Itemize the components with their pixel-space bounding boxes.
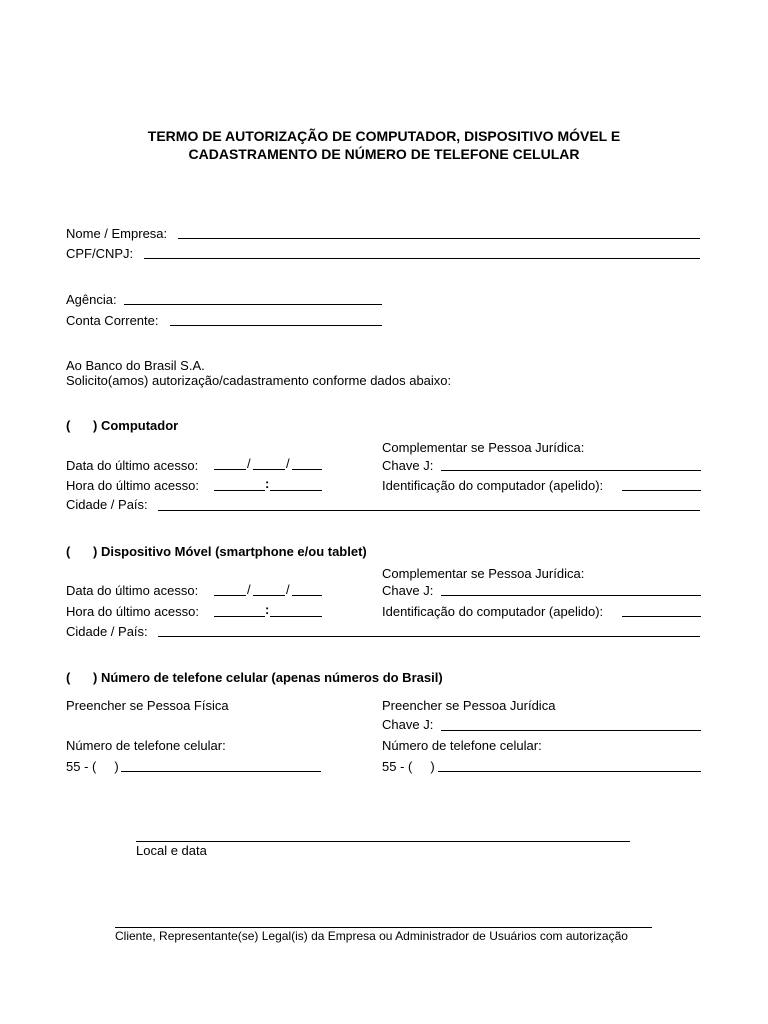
movel-checkbox[interactable]: (	[66, 544, 71, 559]
celular-checkbox[interactable]: (	[66, 670, 71, 685]
computador-checkbox[interactable]: (	[66, 418, 71, 433]
computador-chave-label: Chave J:	[382, 458, 434, 473]
movel-data-month-field[interactable]	[253, 595, 285, 596]
movel-heading: ) Dispositivo Móvel (smartphone e/ou tablet)	[93, 544, 367, 559]
movel-chave-field[interactable]	[441, 595, 701, 596]
movel-cidade-label: Cidade / País:	[66, 624, 148, 639]
cpf-cnpj-field[interactable]	[144, 258, 700, 259]
agencia-label: Agência:	[66, 292, 117, 307]
movel-hora-label: Hora do último acesso:	[66, 604, 199, 619]
name-label: Nome / Empresa:	[66, 226, 168, 241]
celular-pf-number-field[interactable]	[121, 771, 321, 772]
computador-data-year-field[interactable]	[292, 469, 322, 470]
computador-cidade-label: Cidade / País:	[66, 497, 148, 512]
request-statement: Solicito(amos) autorização/cadastramento conforme dados abaixo:	[66, 373, 452, 388]
movel-ident-label: Identificação do computador (apelido):	[382, 604, 604, 619]
cpf-cnpj-label: CPF/CNPJ:	[66, 246, 134, 261]
signature-line[interactable]	[115, 927, 652, 928]
local-data-field[interactable]	[136, 841, 630, 842]
signature-label: Cliente, Representante(se) Legal(is) da Empresa ou Administrador de Usuários com autorização	[115, 929, 628, 943]
conta-corrente-label: Conta Corrente:	[66, 313, 159, 328]
celular-pj-prefix: 55 - ( )	[382, 759, 435, 774]
movel-data-year-field[interactable]	[292, 595, 322, 596]
name-field[interactable]	[178, 238, 700, 239]
computador-hora-hour-field[interactable]	[214, 490, 265, 491]
computador-cidade-field[interactable]	[158, 510, 700, 511]
computador-hora-minute-field[interactable]	[270, 490, 322, 491]
celular-numero-pj-label: Número de telefone celular:	[382, 738, 542, 753]
movel-date-separator-2: /	[286, 582, 290, 597]
celular-pj-number-field[interactable]	[438, 771, 701, 772]
celular-pf-label: Preencher se Pessoa Física	[66, 698, 229, 713]
movel-complementar-label: Complementar se Pessoa Jurídica:	[382, 566, 585, 581]
computador-complementar-label: Complementar se Pessoa Jurídica:	[382, 440, 585, 455]
agencia-field[interactable]	[124, 304, 382, 305]
movel-date-separator-1: /	[247, 582, 251, 597]
movel-chave-label: Chave J:	[382, 583, 434, 598]
movel-ident-field[interactable]	[622, 616, 701, 617]
local-data-label: Local e data	[136, 843, 207, 858]
movel-cidade-field[interactable]	[158, 636, 700, 637]
computador-ident-label: Identificação do computador (apelido):	[382, 478, 604, 493]
movel-data-day-field[interactable]	[214, 595, 246, 596]
computador-date-separator-1: /	[247, 456, 251, 471]
celular-heading: ) Número de telefone celular (apenas números do Brasil)	[93, 670, 443, 685]
movel-data-label: Data do último acesso:	[66, 583, 199, 598]
document-title-line-1: TERMO DE AUTORIZAÇÃO DE COMPUTADOR, DISPOSITIVO MÓVEL E	[147, 128, 621, 144]
addressee: Ao Banco do Brasil S.A.	[66, 358, 205, 373]
computador-date-separator-2: /	[286, 456, 290, 471]
computador-data-month-field[interactable]	[253, 469, 285, 470]
conta-corrente-field[interactable]	[170, 325, 382, 326]
movel-time-separator: :	[265, 602, 270, 617]
celular-pf-prefix: 55 - ( )	[66, 759, 119, 774]
movel-hora-minute-field[interactable]	[270, 616, 322, 617]
computador-chave-field[interactable]	[441, 470, 701, 471]
computador-heading: ) Computador	[93, 418, 179, 433]
document-title-line-2: CADASTRAMENTO DE NÚMERO DE TELEFONE CELULAR	[188, 146, 580, 162]
computador-ident-field[interactable]	[622, 490, 701, 491]
movel-hora-hour-field[interactable]	[214, 616, 265, 617]
celular-pj-label: Preencher se Pessoa Jurídica	[382, 698, 556, 713]
celular-numero-pf-label: Número de telefone celular:	[66, 738, 226, 753]
computador-data-label: Data do último acesso:	[66, 458, 199, 473]
celular-chave-field[interactable]	[441, 730, 701, 731]
computador-time-separator: :	[265, 476, 270, 491]
computador-hora-label: Hora do último acesso:	[66, 478, 199, 493]
celular-chave-label: Chave J:	[382, 717, 434, 732]
computador-data-day-field[interactable]	[214, 469, 246, 470]
